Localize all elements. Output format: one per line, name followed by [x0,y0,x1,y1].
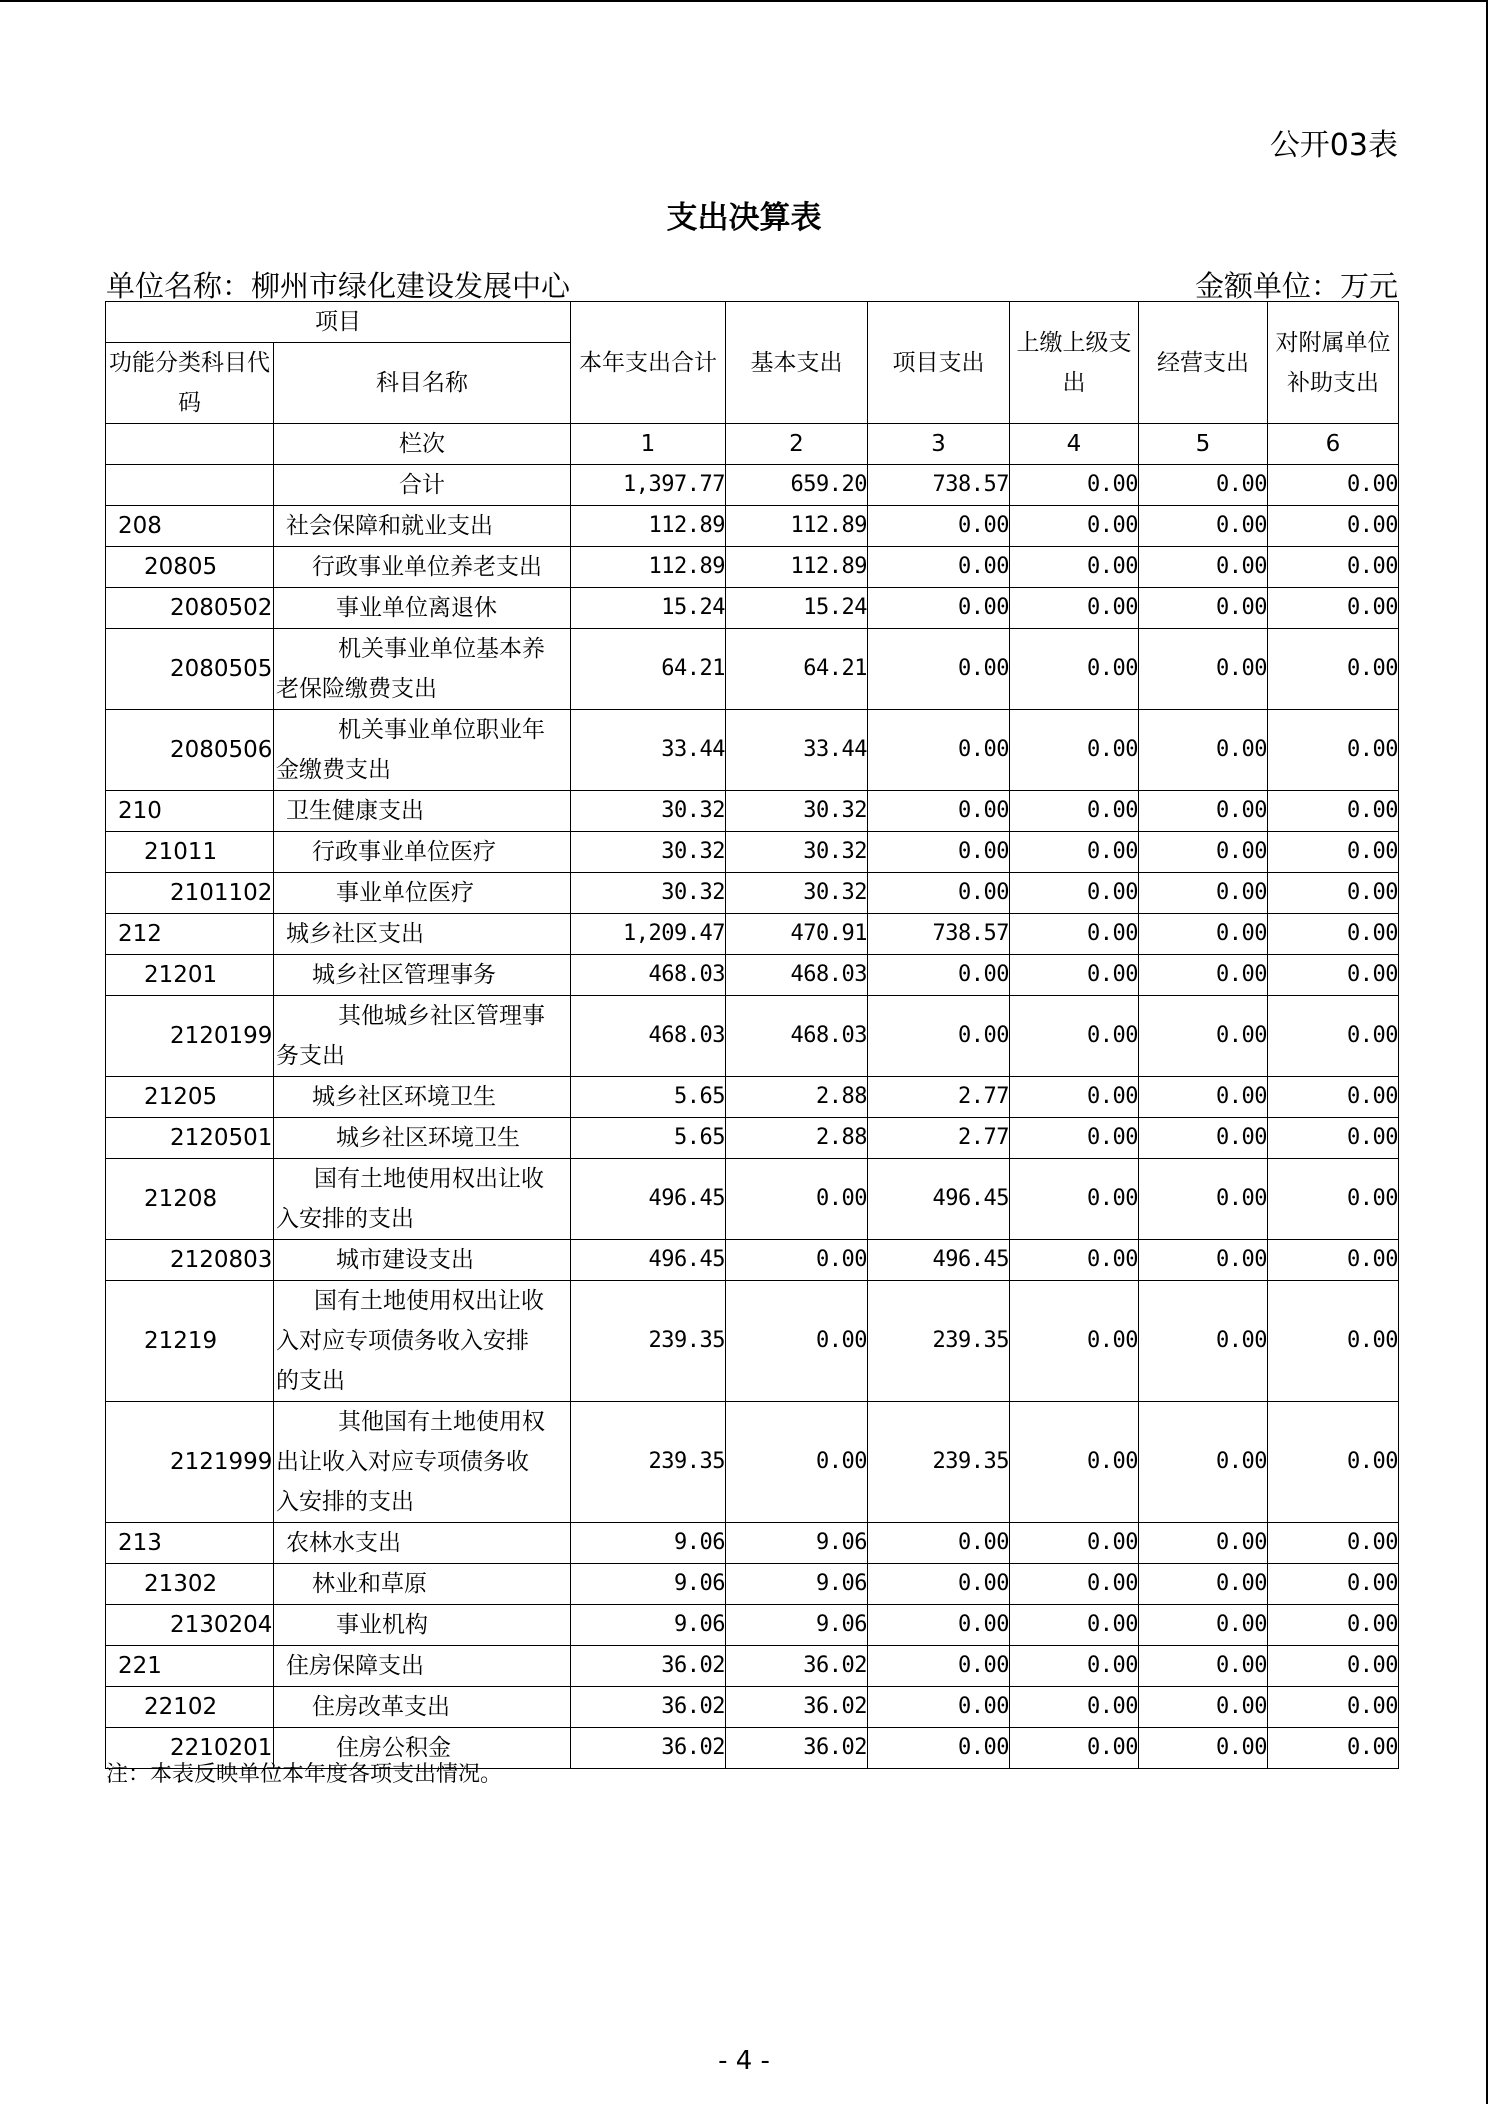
subject-code: 212 [106,914,274,955]
subsidy-value: 0.00 [1268,1077,1399,1118]
subsidy-value: 0.00 [1268,955,1399,996]
business-value: 0.00 [1139,1281,1268,1402]
subsidy-value: 0.00 [1268,629,1399,710]
table-row [106,1118,1399,1159]
business-value: 0.00 [1139,1687,1268,1728]
subsidy-value: 0.00 [1268,1281,1399,1402]
superior-value: 0.00 [1010,1564,1139,1605]
project-value: 2.77 [868,1077,1010,1118]
table-row [106,1402,1399,1523]
project-value: 0.00 [868,1728,1010,1769]
subject-name-line: 机关事业单位职业年 [338,717,545,743]
table-row [106,832,1399,873]
subject-code: 210 [106,791,274,832]
subsidy-value: 0.00 [1268,832,1399,873]
subsidy-value: 0.00 [1268,1728,1399,1769]
basic-value: 468.03 [726,955,868,996]
total-value: 239.35 [571,1281,726,1402]
business-value: 0.00 [1139,1402,1268,1523]
business-value: 0.00 [1139,873,1268,914]
subject-name: 合计 [274,465,571,506]
subject-name: 事业单位离退休 [274,588,571,629]
basic-value: 33.44 [726,710,868,791]
project-value: 0.00 [868,588,1010,629]
project-value: 0.00 [868,873,1010,914]
project-value: 0.00 [868,1646,1010,1687]
total-value: 30.32 [571,791,726,832]
total-value: 468.03 [571,996,726,1077]
subject-code: 21205 [106,1077,274,1118]
business-value: 0.00 [1139,1159,1268,1240]
subject-code: 22102 [106,1687,274,1728]
subject-code: 2210201 [106,1728,274,1769]
project-value: 738.57 [868,465,1010,506]
subsidy-value: 0.00 [1268,1240,1399,1281]
table-row [106,873,1399,914]
header-subsidy: 对附属单位补助支出 [1268,302,1399,424]
page-title: 支出决算表 [666,200,822,236]
basic-value: 112.89 [726,547,868,588]
total-value: 64.21 [571,629,726,710]
basic-value: 2.88 [726,1077,868,1118]
header-basic: 基本支出 [726,302,868,424]
superior-value: 0.00 [1010,629,1139,710]
subject-name: 城乡社区支出 [274,914,571,955]
index-1: 1 [571,424,726,465]
total-value: 496.45 [571,1159,726,1240]
total-value: 496.45 [571,1240,726,1281]
subject-name: 农林水支出 [274,1523,571,1564]
business-value: 0.00 [1139,1605,1268,1646]
page-number: - 4 - [718,2046,770,2076]
business-value: 0.00 [1139,1646,1268,1687]
subject-name-line: 其他国有土地使用权 [338,1409,545,1435]
subject-code: 2130204 [106,1605,274,1646]
superior-value: 0.00 [1010,710,1139,791]
project-value: 2.77 [868,1118,1010,1159]
total-value: 239.35 [571,1402,726,1523]
business-value: 0.00 [1139,955,1268,996]
subsidy-value: 0.00 [1268,1118,1399,1159]
subsidy-value: 0.00 [1268,996,1399,1077]
subject-name-line: 国有土地使用权出让收 [314,1288,544,1314]
subsidy-value: 0.00 [1268,1687,1399,1728]
business-value: 0.00 [1139,996,1268,1077]
project-value: 738.57 [868,914,1010,955]
project-value: 0.00 [868,996,1010,1077]
subject-code: 2121999 [106,1402,274,1523]
basic-value: 64.21 [726,629,868,710]
subject-code: 2101102 [106,873,274,914]
subject-name: 城乡社区管理事务 [274,955,571,996]
basic-value: 30.32 [726,832,868,873]
project-value: 239.35 [868,1281,1010,1402]
subject-name-line: 入对应专项债务收入安排 [276,1328,529,1354]
business-value: 0.00 [1139,832,1268,873]
superior-value: 0.00 [1010,465,1139,506]
total-value: 9.06 [571,1564,726,1605]
subject-code: 21011 [106,832,274,873]
subject-code: 2080505 [106,629,274,710]
subject-name: 事业机构 [274,1605,571,1646]
subject-name-line: 出让收入对应专项债务收 [276,1449,529,1475]
superior-value: 0.00 [1010,955,1139,996]
project-value: 0.00 [868,547,1010,588]
table-row [106,465,1399,506]
superior-value: 0.00 [1010,1523,1139,1564]
basic-value: 9.06 [726,1605,868,1646]
subject-name: 社会保障和就业支出 [274,506,571,547]
subject-code: 2120199 [106,996,274,1077]
table-row [106,547,1399,588]
amount-unit: 金额单位：万元 [1194,269,1398,303]
superior-value: 0.00 [1010,1687,1139,1728]
basic-value: 112.89 [726,506,868,547]
subsidy-value: 0.00 [1268,710,1399,791]
subject-name-line: 入安排的支出 [276,1206,414,1232]
business-value: 0.00 [1139,1118,1268,1159]
project-value: 0.00 [868,629,1010,710]
subject-name-line: 机关事业单位基本养 [338,636,545,662]
basic-value: 30.32 [726,873,868,914]
project-value: 0.00 [868,955,1010,996]
basic-value: 659.20 [726,465,868,506]
subsidy-value: 0.00 [1268,791,1399,832]
total-value: 33.44 [571,710,726,791]
business-value: 0.00 [1139,1523,1268,1564]
basic-value: 15.24 [726,588,868,629]
header-superior: 上缴上级支出 [1010,302,1139,424]
subject-code: 2120501 [106,1118,274,1159]
total-value: 36.02 [571,1728,726,1769]
subject-code: 2080506 [106,710,274,791]
index-4: 4 [1010,424,1139,465]
subject-name-line: 务支出 [276,1043,345,1069]
subject-name [274,1159,571,1240]
total-value: 30.32 [571,832,726,873]
table-row [106,506,1399,547]
business-value: 0.00 [1139,1564,1268,1605]
table-row [106,1687,1399,1728]
total-value: 36.02 [571,1687,726,1728]
business-value: 0.00 [1139,1728,1268,1769]
subject-name [274,1281,571,1402]
subsidy-value: 0.00 [1268,873,1399,914]
superior-value: 0.00 [1010,1402,1139,1523]
total-value: 36.02 [571,1646,726,1687]
subject-name-line: 老保险缴费支出 [276,676,437,702]
header-name: 科目名称 [274,343,571,424]
project-value: 496.45 [868,1240,1010,1281]
superior-value: 0.00 [1010,1605,1139,1646]
table-row [106,1646,1399,1687]
total-value: 9.06 [571,1523,726,1564]
subsidy-value: 0.00 [1268,1605,1399,1646]
project-value: 0.00 [868,832,1010,873]
subject-code: 21302 [106,1564,274,1605]
subject-code: 21201 [106,955,274,996]
subsidy-value: 0.00 [1268,465,1399,506]
table-row [106,1564,1399,1605]
table-row [106,629,1399,710]
subject-code: 208 [106,506,274,547]
table-number: 公开03表 [1269,128,1398,163]
total-value: 468.03 [571,955,726,996]
subject-code: 2080502 [106,588,274,629]
superior-value: 0.00 [1010,914,1139,955]
table-row [106,955,1399,996]
subject-name [274,1402,571,1523]
subject-name: 住房公积金 [274,1728,571,1769]
subject-code: 213 [106,1523,274,1564]
superior-value: 0.00 [1010,1159,1139,1240]
superior-value: 0.00 [1010,996,1139,1077]
project-value: 496.45 [868,1159,1010,1240]
subject-name [274,996,571,1077]
project-value: 239.35 [868,1402,1010,1523]
index-label: 栏次 [274,424,571,465]
subsidy-value: 0.00 [1268,1646,1399,1687]
business-value: 0.00 [1139,506,1268,547]
basic-value: 0.00 [726,1281,868,1402]
expenditure-table [105,301,1399,1769]
business-value: 0.00 [1139,465,1268,506]
superior-value: 0.00 [1010,1646,1139,1687]
subject-code [106,465,274,506]
header-project: 项目支出 [868,302,1010,424]
total-value: 9.06 [571,1605,726,1646]
total-value: 15.24 [571,588,726,629]
superior-value: 0.00 [1010,1240,1139,1281]
subject-name: 城乡社区环境卫生 [274,1118,571,1159]
table-row [106,1605,1399,1646]
subject-name: 行政事业单位养老支出 [274,547,571,588]
total-value: 5.65 [571,1118,726,1159]
business-value: 0.00 [1139,588,1268,629]
subsidy-value: 0.00 [1268,914,1399,955]
business-value: 0.00 [1139,1240,1268,1281]
subject-code: 2120803 [106,1240,274,1281]
subject-code: 21219 [106,1281,274,1402]
subject-name-line: 的支出 [276,1368,345,1394]
table-row [106,1240,1399,1281]
subject-name-line: 入安排的支出 [276,1489,414,1515]
business-value: 0.00 [1139,710,1268,791]
index-5: 5 [1139,424,1268,465]
index-blank [106,424,274,465]
table-row [106,914,1399,955]
superior-value: 0.00 [1010,506,1139,547]
subsidy-value: 0.00 [1268,506,1399,547]
basic-value: 36.02 [726,1687,868,1728]
table-row [106,1159,1399,1240]
total-value: 5.65 [571,1077,726,1118]
business-value: 0.00 [1139,629,1268,710]
project-value: 0.00 [868,1523,1010,1564]
subject-name [274,710,571,791]
table-row [106,1077,1399,1118]
basic-value: 0.00 [726,1402,868,1523]
subsidy-value: 0.00 [1268,588,1399,629]
index-2: 2 [726,424,868,465]
business-value: 0.00 [1139,791,1268,832]
index-6: 6 [1268,424,1399,465]
subject-name: 卫生健康支出 [274,791,571,832]
table-note: 注：本表反映单位本年度各项支出情况。 [106,1762,503,1787]
subsidy-value: 0.00 [1268,547,1399,588]
total-value: 1,209.47 [571,914,726,955]
subject-name: 行政事业单位医疗 [274,832,571,873]
subject-name: 城乡社区环境卫生 [274,1077,571,1118]
table-row [106,1281,1399,1402]
subject-name: 城市建设支出 [274,1240,571,1281]
project-value: 0.00 [868,1564,1010,1605]
total-value: 112.89 [571,547,726,588]
subject-code: 21208 [106,1159,274,1240]
subsidy-value: 0.00 [1268,1402,1399,1523]
header-item: 项目 [106,302,571,343]
basic-value: 30.32 [726,791,868,832]
subsidy-value: 0.00 [1268,1523,1399,1564]
table-row [106,791,1399,832]
subject-name-line: 其他城乡社区管理事 [338,1003,545,1029]
subsidy-value: 0.00 [1268,1159,1399,1240]
header-total: 本年支出合计 [571,302,726,424]
basic-value: 36.02 [726,1646,868,1687]
project-value: 0.00 [868,506,1010,547]
subject-code: 20805 [106,547,274,588]
subsidy-value: 0.00 [1268,1564,1399,1605]
top-border [0,0,1488,2]
superior-value: 0.00 [1010,791,1139,832]
subject-name-line: 国有土地使用权出让收 [314,1166,544,1192]
project-value: 0.00 [868,1605,1010,1646]
basic-value: 0.00 [726,1240,868,1281]
table-row [106,996,1399,1077]
table-row [106,1523,1399,1564]
superior-value: 0.00 [1010,588,1139,629]
project-value: 0.00 [868,1687,1010,1728]
business-value: 0.00 [1139,1077,1268,1118]
basic-value: 0.00 [726,1159,868,1240]
subject-name: 住房保障支出 [274,1646,571,1687]
basic-value: 9.06 [726,1523,868,1564]
basic-value: 9.06 [726,1564,868,1605]
header-business: 经营支出 [1139,302,1268,424]
header-code: 功能分类科目代码 [106,343,274,424]
subject-name-line: 金缴费支出 [276,757,391,783]
subject-name: 事业单位医疗 [274,873,571,914]
superior-value: 0.00 [1010,547,1139,588]
business-value: 0.00 [1139,547,1268,588]
total-value: 1,397.77 [571,465,726,506]
index-3: 3 [868,424,1010,465]
basic-value: 2.88 [726,1118,868,1159]
total-value: 30.32 [571,873,726,914]
basic-value: 36.02 [726,1728,868,1769]
superior-value: 0.00 [1010,1728,1139,1769]
superior-value: 0.00 [1010,832,1139,873]
subject-name: 住房改革支出 [274,1687,571,1728]
unit-name: 单位名称：柳州市绿化建设发展中心 [106,269,571,303]
superior-value: 0.00 [1010,873,1139,914]
subject-name [274,629,571,710]
project-value: 0.00 [868,710,1010,791]
project-value: 0.00 [868,791,1010,832]
business-value: 0.00 [1139,914,1268,955]
total-value: 112.89 [571,506,726,547]
superior-value: 0.00 [1010,1077,1139,1118]
table-row [106,588,1399,629]
superior-value: 0.00 [1010,1118,1139,1159]
superior-value: 0.00 [1010,1281,1139,1402]
subject-code: 221 [106,1646,274,1687]
basic-value: 470.91 [726,914,868,955]
table-row [106,710,1399,791]
subject-name: 林业和草原 [274,1564,571,1605]
basic-value: 468.03 [726,996,868,1077]
